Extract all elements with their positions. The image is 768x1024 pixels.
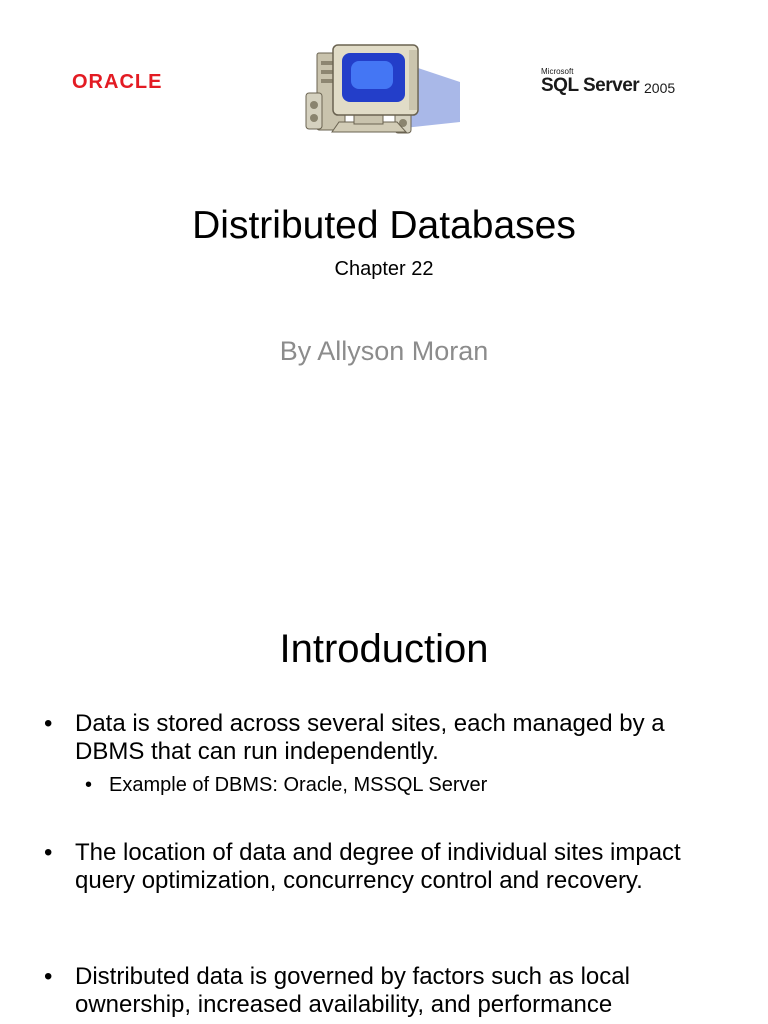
- sub-bullet-item-1: • Example of DBMS: Oracle, MSSQL Server: [109, 772, 709, 798]
- bullet-item-3: • Distributed data is governed by factors such as local ownership, increased availability, and performance: [75, 963, 725, 1019]
- sql-server-version: 2005: [644, 80, 676, 96]
- introduction-title: Introduction: [279, 627, 489, 671]
- bullet-list: [0, 577, 768, 1024]
- introduction-slide: [0, 577, 768, 1024]
- desktop-computer-icon: [300, 30, 465, 140]
- sql-server-wordmark: SQL Server: [541, 75, 640, 96]
- sql-server-2005-logo: [541, 67, 691, 107]
- author-byline: By Allyson Moran: [279, 336, 489, 366]
- slide-title: Distributed Databases: [192, 204, 576, 247]
- bullet-item-2: • The location of data and degree of individual sites impact query optimization, concurrency control and recovery.: [75, 839, 725, 895]
- bullet-item-1: • Data is stored across several sites, each managed by a DBMS that can run independently.: [75, 710, 725, 766]
- microsoft-wordmark: Microsoft: [541, 67, 574, 76]
- slide-subtitle: Chapter 22: [334, 258, 434, 280]
- oracle-logo: ORACLE: [72, 71, 163, 93]
